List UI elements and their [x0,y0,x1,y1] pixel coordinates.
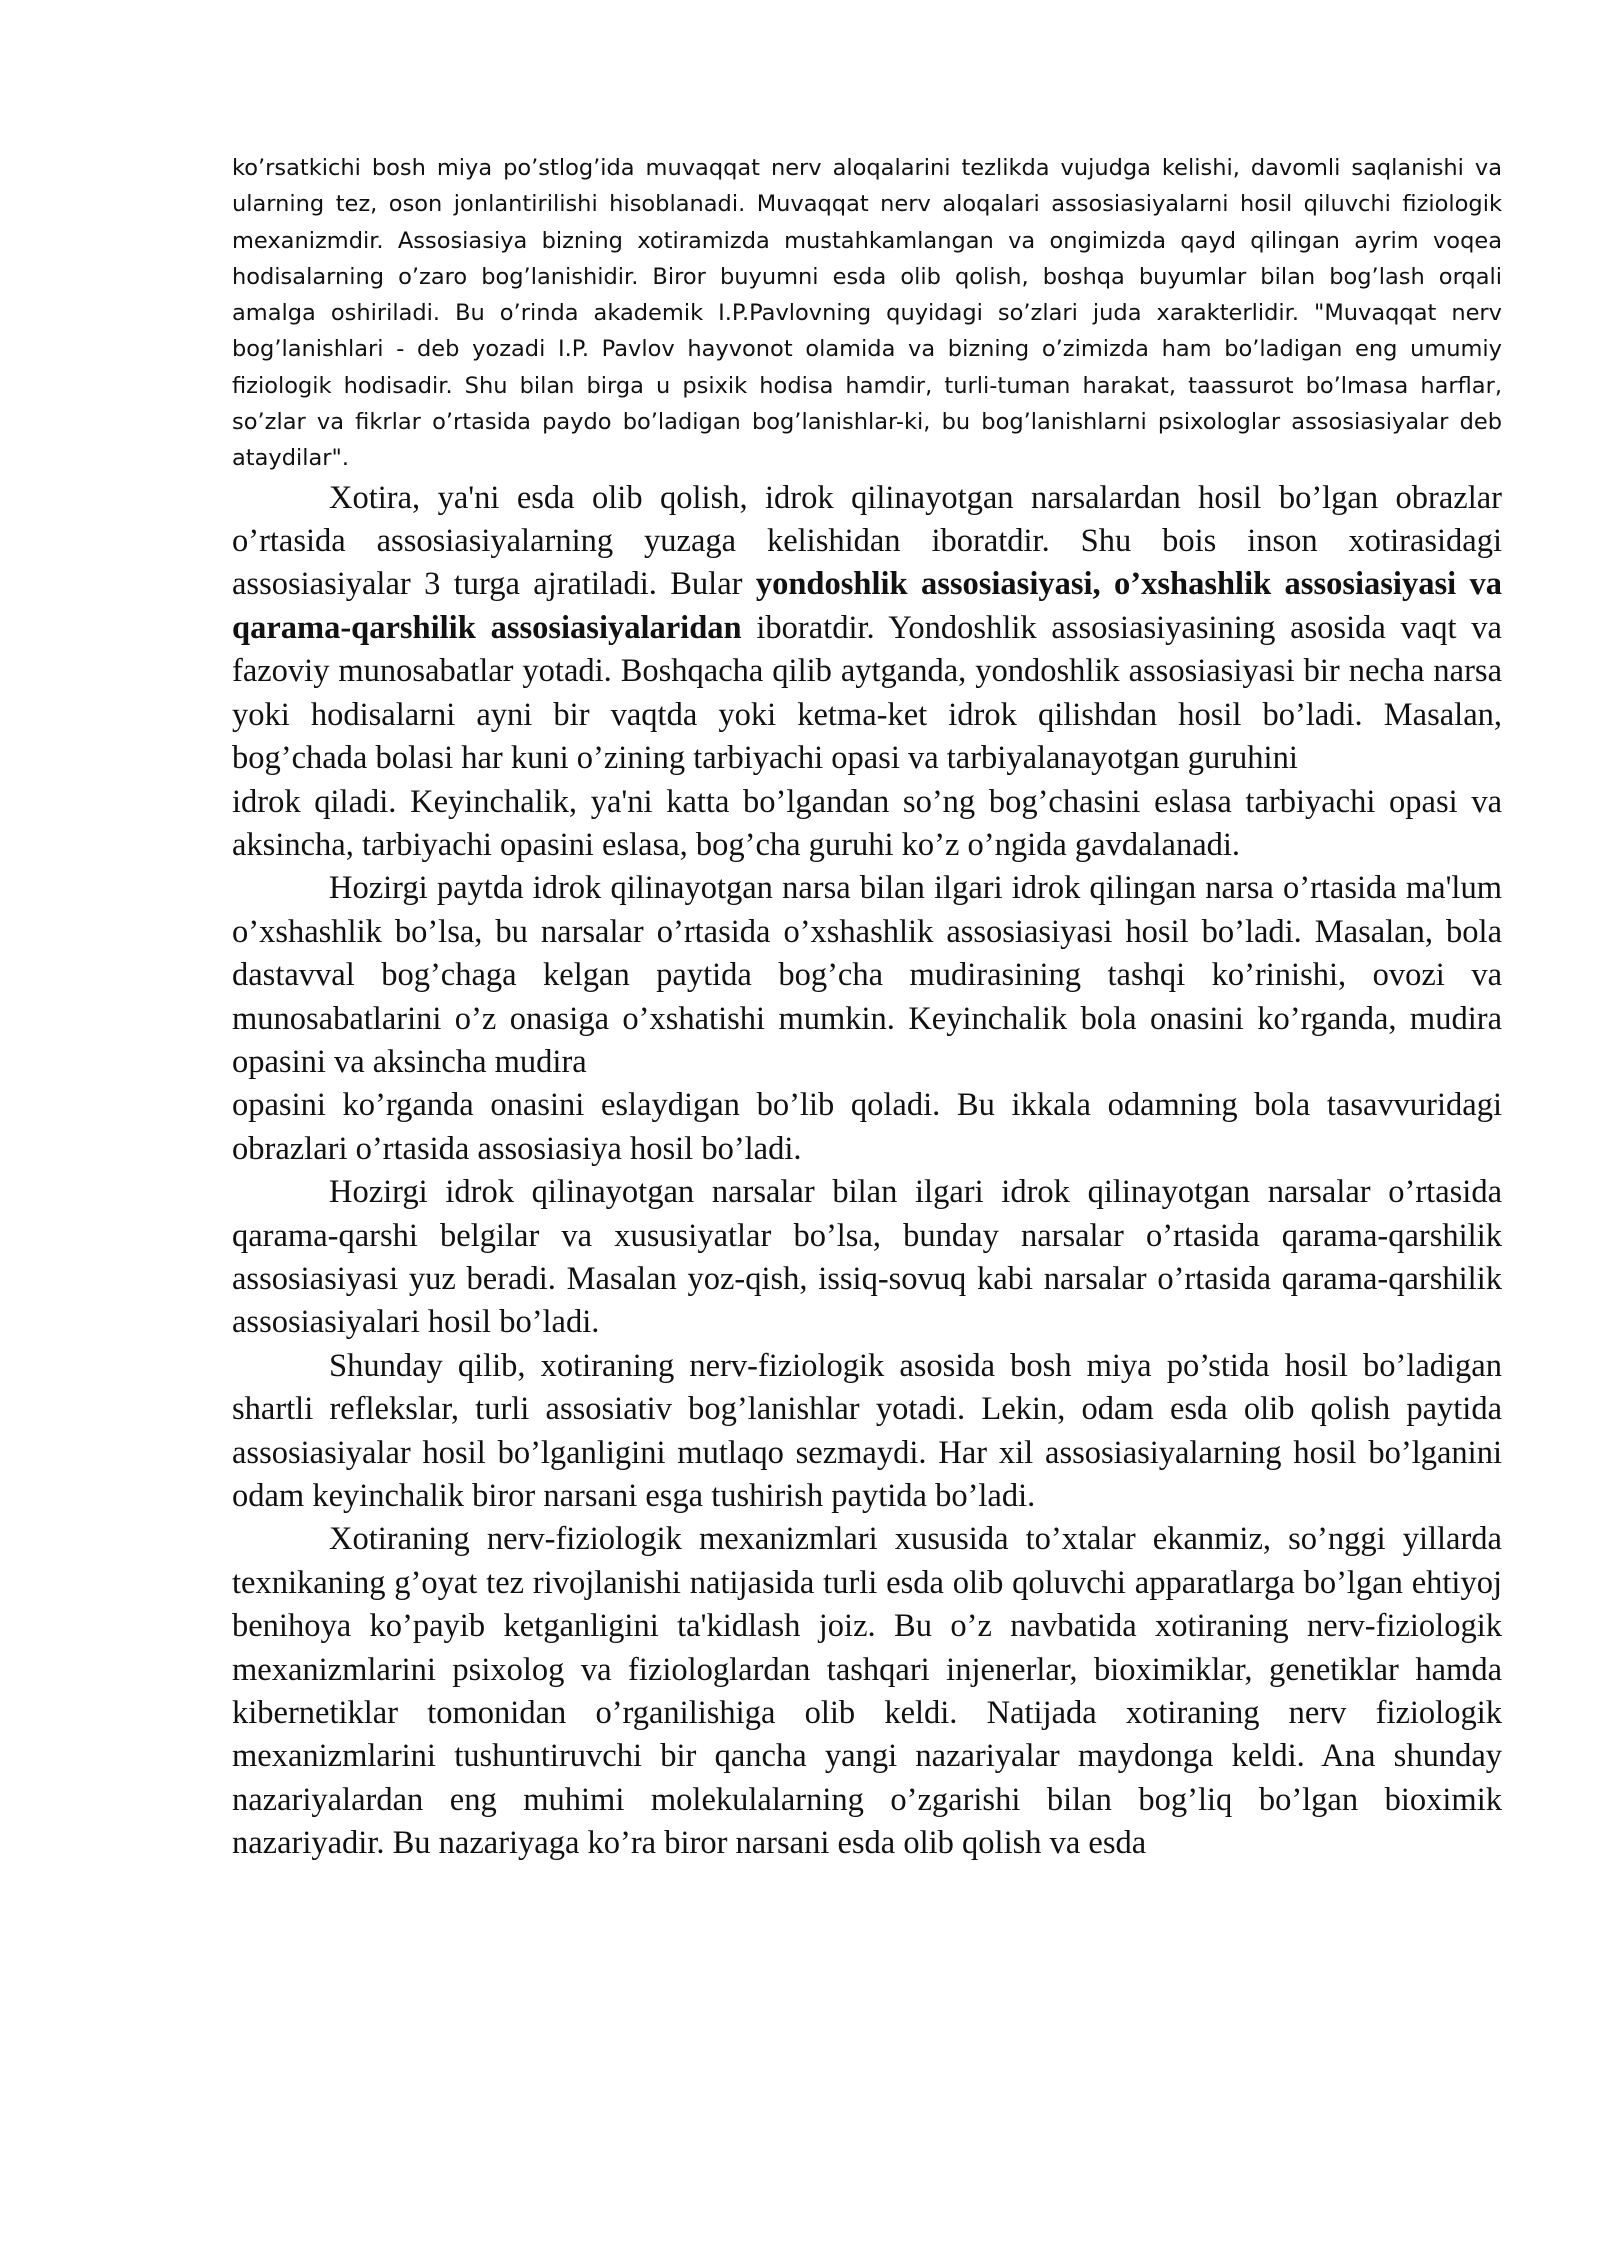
similarity-paragraph: Hozirgi paytda idrok qilinayotgan narsa bilan ilgari idrok qilingan narsa o’rtasida ma'lum o’xshashlik bo’lsa, bu narsalar o’rtasida o’xshashlik assosiasiyasi hosil bo’ladi. Masalan, bola dastavval bog’chaga kelgan paytida bog’cha mudirasining tashqi ko’rinishi, ovozi va munosabatlarini o’z onasiga o’xshatishi mumkin. Keyinchalik bola onasini ko’rganda, mudira opasini va aksincha mudira [232,870,1502,1080]
contrast-paragraph: Hozirgi idrok qilinayotgan narsalar bilan ilgari idrok qilinayotgan narsalar o’rtasida qarama-qarshi belgilar va xususiyatlar bo’lsa, bunday narsalar o’rtasida qarama-qarshilik assosiasiyasi yuz beradi. Masalan yoz-qish, issiq-sovuq kabi narsalar o’rtasida qarama-qarshilik assosiasiyalari hosil bo’ladi. [232,1174,1502,1341]
similarity-paragraph-continuation: opasini ko’rganda onasini eslaydigan bo’lib qoladi. Bu ikkala odamning bola tasavvuridagi obrazlari o’rtasida assosiasiya hosil bo’ladi. [232,1087,1502,1167]
associations-lead-text: Xotira, ya'ni esda olib qolish, idrok qilinayotgan narsalardan hosil bo’lgan obrazlar o’rtasida assosiasiyalarning yuzaga kelishidan iboratdir. Shu bois inson xotirasidagi assosiasiyalar 3 turga ajratiladi. Bular [232,479,1502,603]
associations-paragraph [232,477,1502,781]
associations-paragraph-continuation: idrok qiladi. Keyinchalik, ya'ni katta bo’lgandan so’ng bog’chasini eslasa tarbiyachi opasi va aksincha, tarbiyachi opasini eslasa, bog’cha guruhi ko’z o’ngida gavdalanadi. [232,783,1502,863]
mechanisms-paragraph: Xotiraning nerv-fiziologik mexanizmlari xususida to’xtalar ekanmiz, so’nggi yillarda texnikaning g’oyat tez rivojlanishi natijasida turli esda olib qoluvchi apparatlarga bo’lgan ehtiyoj benihoya ko’payib ketganligini ta'kidlash joiz. Bu o’z navbatida xotiraning nerv-fiziologik mexanizmlarini psixolog va fiziologlardan tashqari injenerlar, bioximiklar, genetiklar hamda kibernetiklar tomonidan o’rganilishiga olib keldi. Natijada xotiraning nerv fiziologik mexanizmlarini tushuntiruvchi bir qancha yangi nazariyalar maydonga keldi. Ana shunday nazariyalardan eng muhimi molekulalarning o’zgarishi bilan bog’liq bo’lgan bioximik nazariyadir. Bu nazariyaga ko’ra biror narsani esda olib qolish va esda [232,1521,1502,1862]
intro-paragraph: ko’rsatkichi bosh miya po’stlog’ida muvaqqat nerv aloqalarini tezlikda vujudga kelishi, davomli saqlanishi va ularning tez, oson jonlantirilishi hisoblanadi. Muvaqqat nerv aloqalari assosiasiyalarni hosil qiluvchi fiziologik mexanizmdir. Assosiasiya bizning xotiramizda mustahkamlangan va ongimizda qayd qilingan ayrim voqea hodisalarning o’zaro bog’lanishidir. Biror buyumni esda olib qolish, boshqa buyumlar bilan bog’lash orqali amalga oshiriladi. Bu o’rinda akademik I.P.Pavlovning quyidagi so’zlari juda xarakterlidir. "Muvaqqat nerv bog’lanishlari - deb yozadi I.P. Pavlov hayvonot olamida va bizning o’zimizda ham bo’ladigan eng umumiy fiziologik hodisadir. Shu bilan birga u psixik hodisa hamdir, turli-tuman harakat, taassurot bo’lmasa harflar, so’zlar va fikrlar o’rtasida paydo bo’ladigan bog’lanishlar-ki, bu bog’lanishlarni psixologlar assosiasiyalar deb ataydilar". [232,155,1502,472]
conclusion-paragraph: Shunday qilib, xotiraning nerv-fiziologik asosida bosh miya po’stida hosil bo’ladigan shartli reflekslar, turli assosiativ bog’lanishlar yotadi. Lekin, odam esda olib qolish paytida assosiasiyalar hosil bo’lganligini mutlaqo sezmaydi. Har xil assosiasiyalarning hosil bo’lganini odam keyinchalik biror narsani esga tushirish paytida bo’ladi. [232,1347,1502,1515]
document-page [232,150,1502,1866]
associations-trail-text: iboratdir. Yondoshlik assosiasiyasining asosida vaqt va fazoviy munosabatlar yotadi. Boshqacha qilib aytganda, yondoshlik assosiasiyasi bir necha narsa yoki hodisalarni ayni bir vaqtda yoki ketma-ket idrok qilishdan hosil bo’ladi. Masalan, bog’chada bolasi har kuni o’zining tarbiyachi opasi va tarbiyalanayotgan guruhini [232,609,1502,777]
associations-types-bold: yondoshlik assosiasiyasi, o’xshashlik assosiasiyasi va qarama-qarshilik assosiasiyalaridan [232,566,1502,646]
